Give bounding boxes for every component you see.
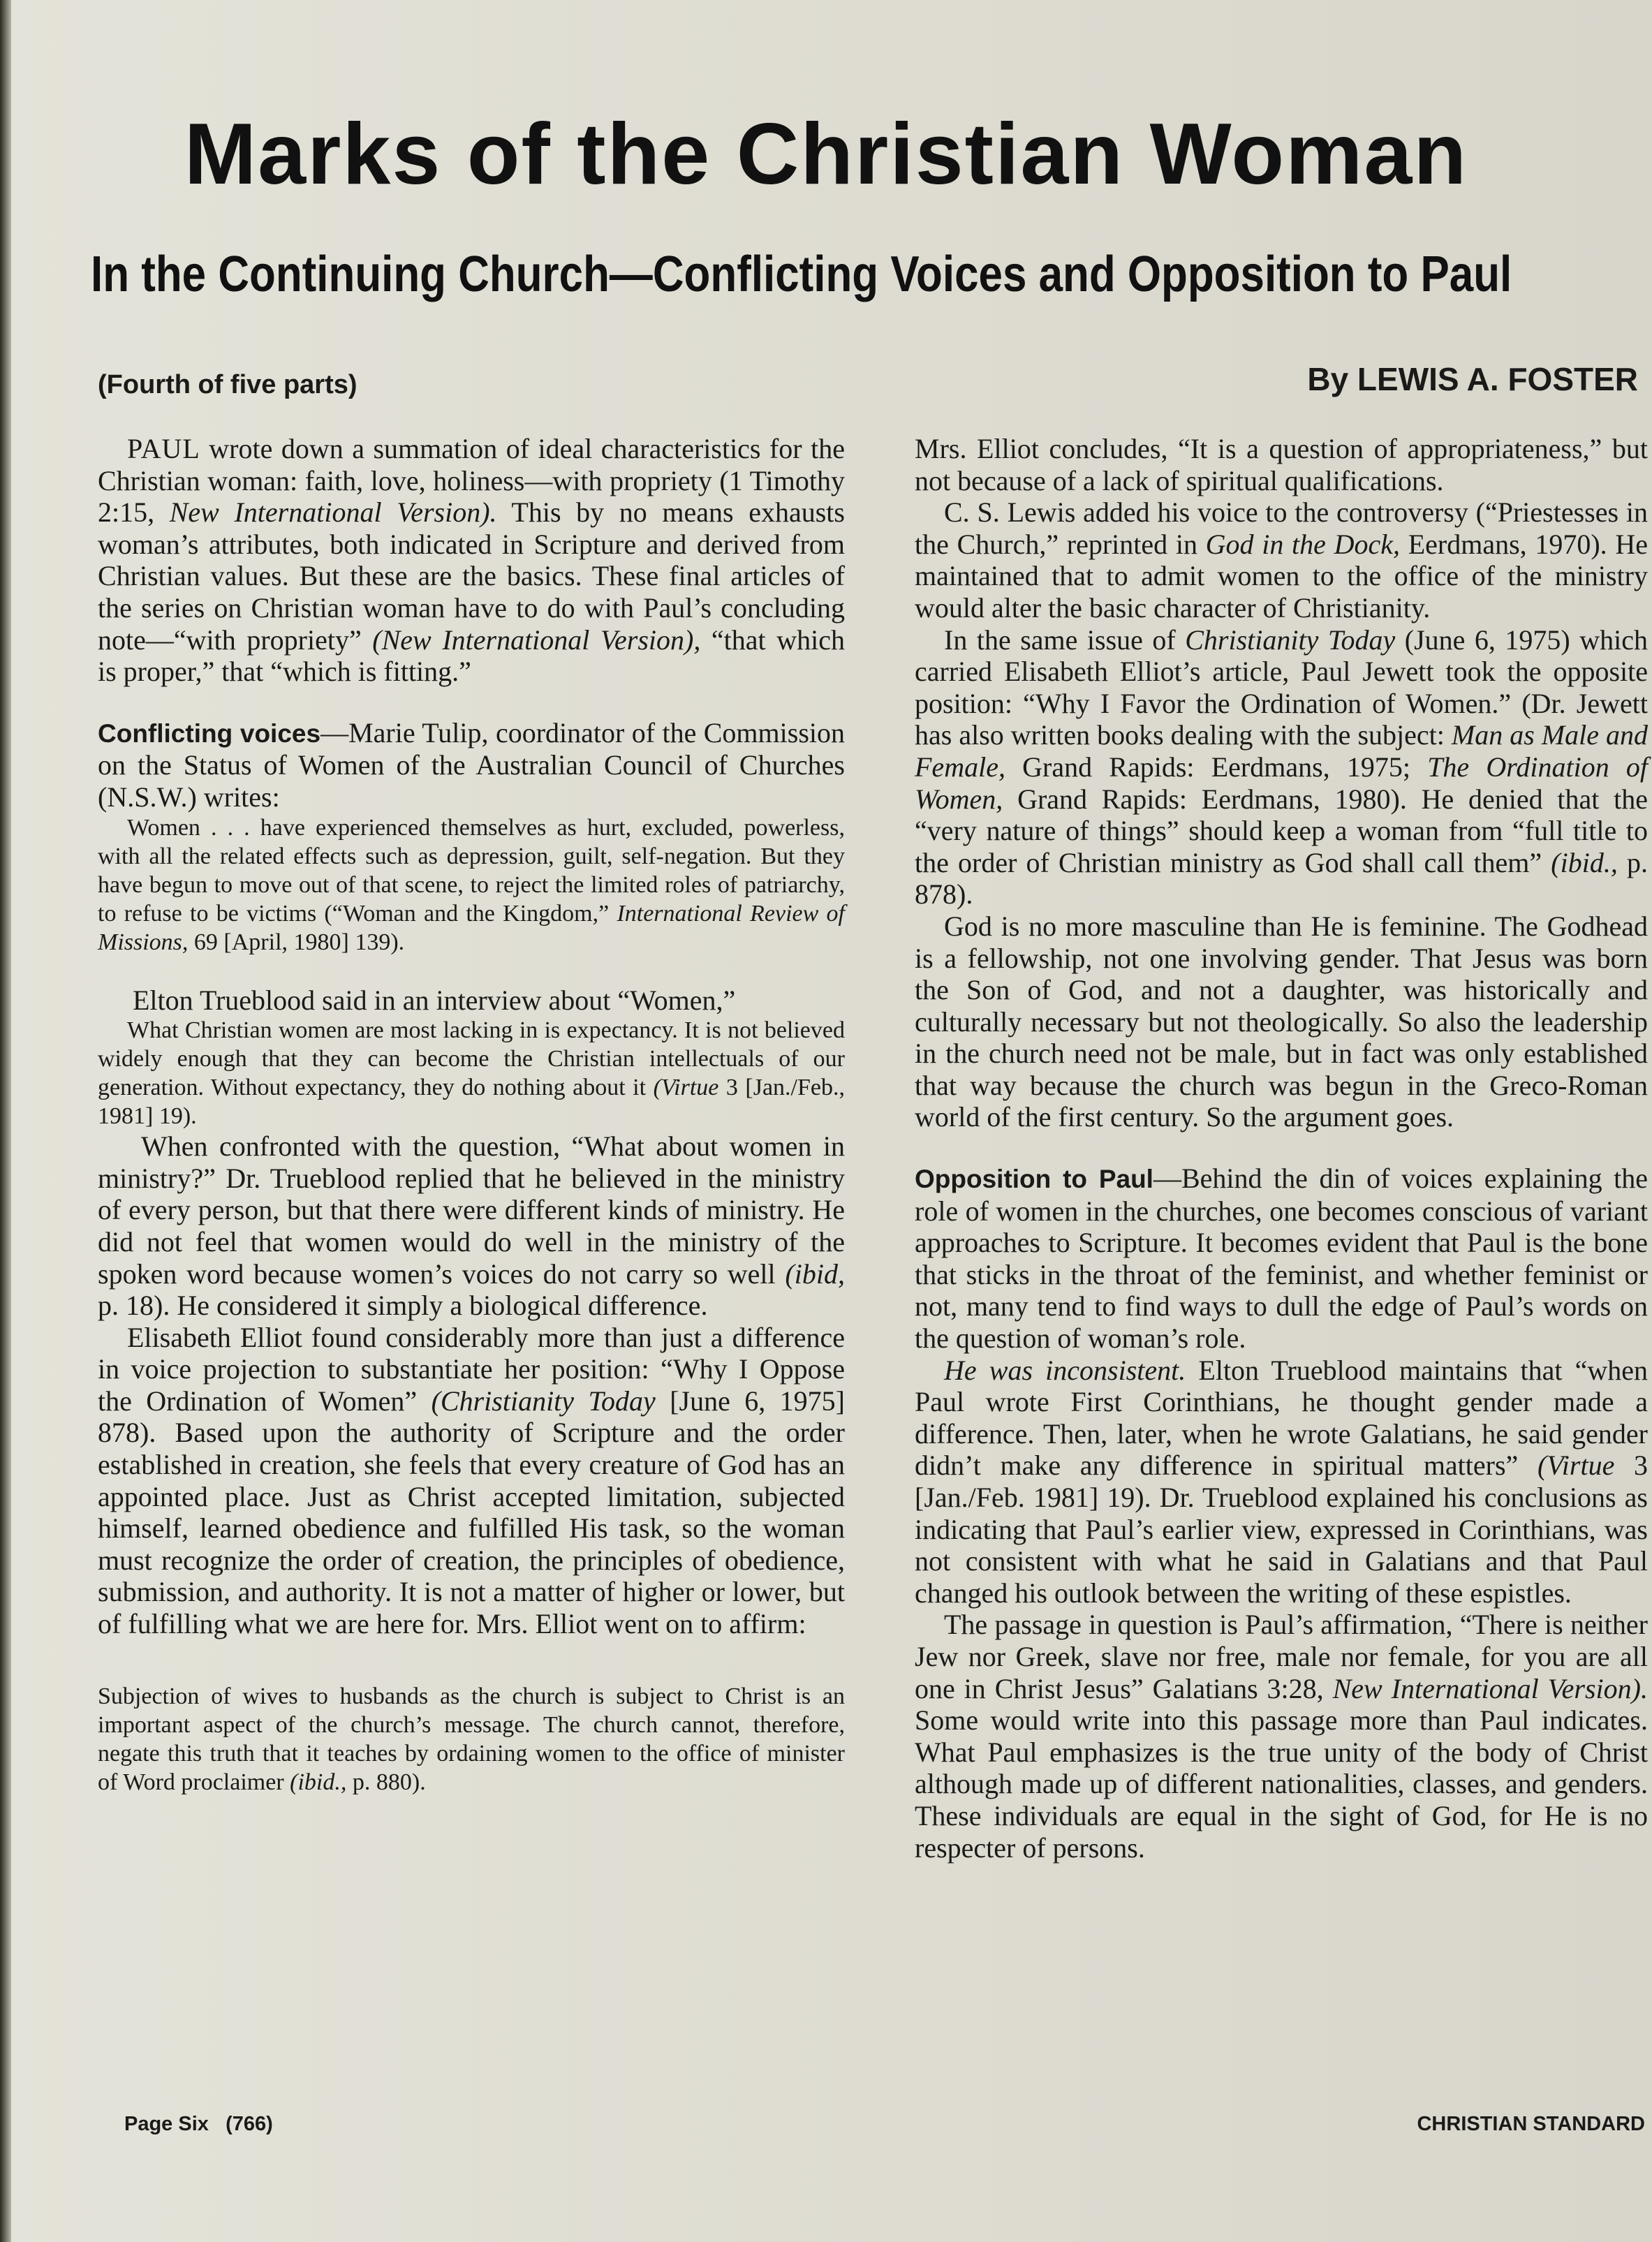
right-column <box>915 433 1648 1864</box>
paragraph: Mrs. Elliot concludes, “It is a question of appropriateness,” but not because of a lack of spiritual qualifications. <box>915 433 1648 496</box>
paragraph: C. S. Lewis added his voice to the controversy (“Priestesses in the Church,” reprinted in God in the Dock, Eerdmans, 1970). He maintained that to admit women to the office of the ministry would alter the basic character of Christianity. <box>915 496 1649 624</box>
article-subtitle: In the Continuing Church—Conflicting Voices and Opposition to Paul <box>91 246 1512 302</box>
paragraph: Elton Trueblood said in an interview about “Women,” <box>133 984 736 1016</box>
byline: By LEWIS A. FOSTER <box>1307 361 1638 397</box>
block-quote: What Christian women are most lacking in is expectancy. It is not believed widely enough that they can become the Christian intellectuals of our generation. Without expectancy, they do nothing about it (Virtue 3 [Jan./Feb., 1981] 19). <box>98 1017 846 1130</box>
page-binding-edge <box>0 0 11 2242</box>
section-heading: Conflicting voices <box>98 718 321 748</box>
paragraph: When confronted with the question, “What about women in ministry?” Dr. Trueblood replied that he believed in the ministry of every person, but that there were different kinds of ministry. He did not feel that women would do well in the ministry of the spoken word because women’s voices do not carry so well (ibid, p. 18). He considered it simply a biological difference. <box>98 1130 845 1322</box>
series-note: (Fourth of five parts) <box>98 370 357 399</box>
paragraph-conflicting-voices: Conflicting voices—Marie Tulip, coordinator of the Commission on the Status of Women of the Australian Council of Churches (N.S.W.) writes: <box>98 716 846 813</box>
article-title: Marks of the Christian Woman <box>184 106 1468 202</box>
block-quote: Women . . . have experienced themselves as hurt, excluded, powerless, with all the related effects such as depression, guilt, self-negation. But they have begun to move out of that scene, to reject the limited roles of patriarchy, to refuse to be victims (“Woman and the Kingdom,” International Review of Missions, 69 [April, 1980] 139). <box>98 814 845 955</box>
left-column <box>98 433 845 1797</box>
paragraph: God is no more masculine than He is feminine. The Godhead is a fellowship, not one involving gender. That Jesus was born the Son of God, and not a daughter, was historically and culturally necessary but not theologically. So also the leadership in the church need not be male, but in fact was only established that way because the church was begun in the Greco-Roman world of the first century. So the argument goes. <box>915 910 1648 1133</box>
paragraph: PAUL wrote down a summation of ideal characteristics for the Christian woman: faith, love, holiness—with propriety (1 Timothy 2:15, New International Version). This by no means exhausts woman’s attributes, both indicated in Scripture and derived from Christian values. But these are the basics. These final articles of the series on Christian woman have to do with Paul’s concluding note—“with propriety” (New International Version), “that which is proper,” that “which is fitting.” <box>98 433 845 688</box>
paragraph: In the same issue of Christianity Today (June 6, 1975) which carried Elisabeth Elliot’s article, Paul Jewett took the opposite position: “Why I Favor the Ordination of Women.” (Dr. Jewett has also written books dealing with the subject: Man as Male and Female, Grand Rapids: Eerdmans, 1975; The Ordination of Women, Grand Rapids: Eerdmans, 1980). He denied that the “very nature of things” should keep a woman from “full title to the order of Christian ministry as God shall call them” (ibid., p. 878). <box>915 624 1649 910</box>
paragraph: He was inconsistent. Elton Trueblood maintains that “when Paul wrote First Corinthians, he thought gender made a difference. Then, later, when he wrote Galatians, he said gender didn’t make any difference in spiritual matters” (Virtue 3 [Jan./Feb. 1981] 19). Dr. Trueblood explained his conclusions as indicating that Paul’s earlier view, expressed in Corinthians, was not consistent with what he said in Galatians and that Paul changed his outlook between the writing of these espistles. <box>915 1354 1649 1609</box>
paragraph: The passage in question is Paul’s affirmation, “There is neither Jew nor Greek, slave nor free, male nor female, for you are all one in Christ Jesus” Galatians 3:28, New International Version). Some would write into this passage more than Paul indicates. What Paul emphasizes is the true unity of the body of Christ although made up of different nationalities, classes, and genders. These individuals are equal in the sight of God, for He is no respecter of persons. <box>915 1609 1648 1864</box>
paragraph: Elisabeth Elliot found considerably more than just a difference in voice projection to substantiate her position: “Why I Oppose the Ordination of Women” (Christianity Today [June 6, 1975] 878). Based upon the authority of Scripture and the order established in creation, she feels that every creature of God has an appointed place. Just as Christ accepted limitation, subjected himself, learned obedience and fulfilled His task, so the woman must recognize the order of creation, the principles of obedience, submission, and authority. It is not a matter of higher or lower, but of fulfilling what we are here for. Mrs. Elliot went on to affirm: <box>98 1321 845 1640</box>
block-quote: Subjection of wives to husbands as the church is subject to Christ is an important aspect of the church’s message. The church cannot, therefore, negate this truth that it teaches by ordaining women to the office of minister of Word proclaimer (ibid., p. 880). <box>98 1683 845 1795</box>
footer-publication: CHRISTIAN STANDARD <box>1417 2113 1645 2135</box>
paragraph-opposition-to-paul: Opposition to Paul—Behind the din of voices explaining the role of women in the churches, one becomes conscious of variant approaches to Scripture. It becomes evident that Paul is the bone that sticks in the throat of the feminist, and whether feminist or not, many tend to find ways to dull the edge of Paul’s words on the question of woman’s role. <box>915 1163 1648 1355</box>
footer-page-number: Page Six (766) <box>124 2113 273 2135</box>
section-heading: Opposition to Paul <box>915 1165 1153 1194</box>
